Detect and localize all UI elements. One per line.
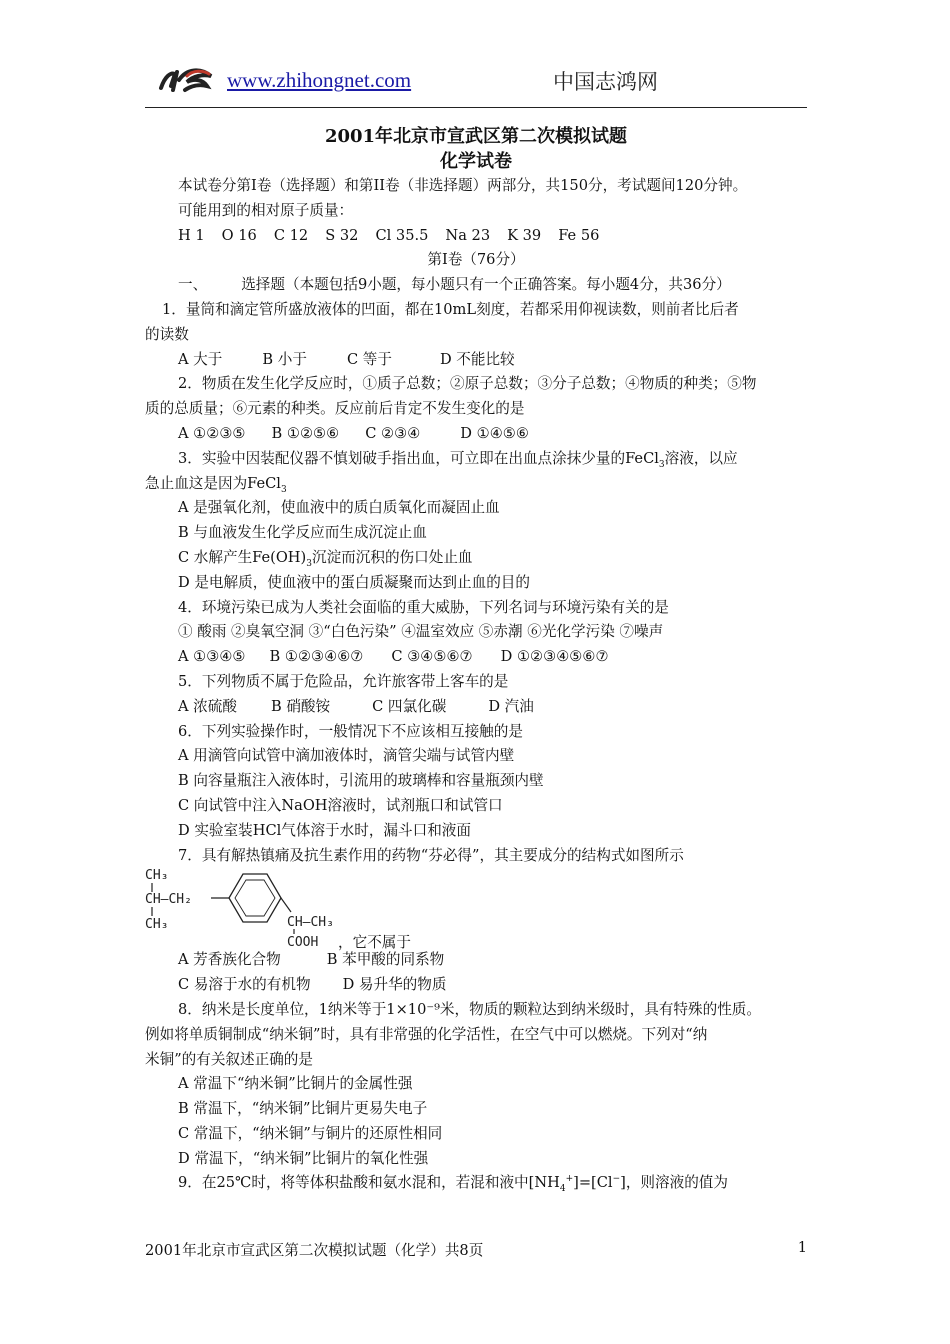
page-number: 1 xyxy=(797,1239,807,1256)
question-1: 1．量筒和滴定管所盛放液体的凹面，都在10mL刻度，若都采用仰视读数，则前者比后者 xyxy=(162,300,739,318)
question-2: 2．物质在发生化学反应时，①质子总数；②原子总数；③分子总数；④物质的种类；⑤物 xyxy=(178,375,757,393)
benzene-ring-shape xyxy=(229,874,281,922)
question-3-option-c: C 水解产生$Fe(OH)_3$沉淀而沉积的伤口处止血 xyxy=(178,548,473,569)
atomic-mass-label: 可能用到的相对原子质量： xyxy=(178,201,354,219)
site-name: 中国志鸿网 xyxy=(553,70,658,94)
question-6-option-b: B 向容量瓶注入液体时，引流用的玻璃棒和容量瓶颈内壁 xyxy=(178,772,544,790)
exam-intro: 本试卷分第I卷（选择题）和第II卷（非选择题）两部分，共150分，考试题间120分钟。 xyxy=(178,177,748,194)
struct-label-ch-ch3: CH—CH₃ xyxy=(287,915,334,931)
question-5-options: A 浓硫酸 B 硝酸铵 C 四氯化碳 D 汽油 xyxy=(178,697,534,715)
exam-body xyxy=(145,124,807,1196)
question-8-option-b: B 常温下，“纳米铜”比铜片更易失电子 xyxy=(178,1100,428,1118)
question-3-option-a: A 是强氧化剂，使血液中的质白质氧化而凝固止血 xyxy=(178,499,500,517)
page-footer xyxy=(145,1239,807,1260)
question-4: 4．环境污染已成为人类社会面临的重大威胁，下列名词与环境污染有关的是 xyxy=(178,598,669,616)
question-6-option-c: C 向试管中注入NaOH溶液时，试剂瓶口和试管口 xyxy=(178,796,503,814)
question-3: 3．实验中因装配仪器不慎划破手指出血，可立即在出血点涂抹少量的FeCl$_3$溶液，以应 xyxy=(178,449,738,470)
question-7-options-cd: C 易溶于水的有机物 D 易升华的物质 xyxy=(178,976,447,994)
question-2-options: A ①②③⑤ B ①②⑤⑥ C ②③④ D ①④⑤⑥ xyxy=(178,424,529,442)
question-1-options: A 大于 B 小于 C 等于 D 不能比较 xyxy=(178,350,515,368)
question-8-option-c: C 常温下，“纳米铜”与铜片的还原性相同 xyxy=(178,1124,443,1142)
ibuprofen-structure-diagram xyxy=(145,868,807,952)
page-header xyxy=(145,64,807,108)
exam-subtitle: 化学试卷 xyxy=(440,151,512,172)
question-6-option-d: D 实验室装HCl气体溶于水时，漏斗口和液面 xyxy=(178,821,471,839)
struct-label-cooh: COOH xyxy=(287,935,319,949)
question-4-items: ① 酸雨 ②臭氧空洞 ③“白色污染” ④温室效应 ⑤赤潮 ⑥光化学污染 ⑦噪声 xyxy=(178,623,664,641)
atomic-mass-list: H 1 O 16 C 12 S 32 Cl 35.5 Na 23 K 39 Fe 56 xyxy=(178,226,600,244)
question-5: 5．下列物质不属于危险品，允许旅客带上客车的是 xyxy=(178,672,509,690)
question-6-option-a: A 用滴管向试管中滴加液体时，滴管尖端与试管内壁 xyxy=(178,747,515,765)
question-3-option-d: D 是电解质，使血液中的蛋白质凝聚而达到止血的目的 xyxy=(178,573,530,591)
question-4-options: A ①③④⑤ B ①②③④⑥⑦ C ③④⑤⑥⑦ D ①②③④⑤⑥⑦ xyxy=(178,648,609,666)
question-8-cont: 例如将单质铜制成“纳米铜”时，具有非常强的化学活性，在空气中可以燃烧。下列对“纳 xyxy=(145,1025,708,1043)
section-one-heading: 一、 选择题（本题包括9小题，每小题只有一个正确答案。每小题4分，共36分） xyxy=(178,276,731,294)
footer-text: 2001年北京市宣武区第二次模拟试题（化学）共8页 xyxy=(145,1242,484,1259)
exam-title: 2001年北京市宣武区第二次模拟试题 xyxy=(324,126,628,147)
question-7-options-ab: A 芳香族化合物 B 苯甲酸的同系物 xyxy=(178,951,445,969)
struct-label-ch-ch2: CH—CH₂ xyxy=(145,892,192,908)
question-9: 9．在25℃时，将等体积盐酸和氨水混和，若混和液中$[NH_4^+]=[Cl^-]$，则溶液的值为 xyxy=(178,1174,728,1195)
question-8-cont2: 米铜”的有关叙述正确的是 xyxy=(145,1050,313,1068)
question-8: 8．纳米是长度单位，1纳米等于1×10⁻⁹米，物质的颗粒达到纳米级时，具有特殊的性质。 xyxy=(178,1000,761,1018)
question-3-option-b: B 与血液发生化学反应而生成沉淀止血 xyxy=(178,524,427,542)
question-6: 6．下列实验操作时，一般情况下不应该相互接触的是 xyxy=(178,722,523,740)
question-2-cont: 质的总质量；⑥元素的种类。反应前后肯定不发生变化的是 xyxy=(145,400,525,418)
part-one-heading: 第I卷（76分） xyxy=(427,251,525,269)
question-3-cont: 急止血这是因为FeCl$_3$ xyxy=(145,474,287,495)
question-7: 7．具有解热镇痛及抗生素作用的药物“芬必得”，其主要成分的结构式如图所示 xyxy=(178,846,684,864)
struct-label-ch3-top: CH₃ xyxy=(145,868,169,884)
structural-formula xyxy=(145,868,355,948)
question-7-tail: ，它不属于 xyxy=(338,934,411,952)
question-8-option-d: D 常温下，“纳米铜”比铜片的氧化性强 xyxy=(178,1149,429,1167)
question-1-cont: 的读数 xyxy=(145,325,189,343)
site-url-link[interactable]: www.zhihongnet.com xyxy=(227,68,412,92)
question-8-option-a: A 常温下“纳米铜”比铜片的金属性强 xyxy=(178,1075,413,1093)
header-divider xyxy=(145,107,807,108)
zhihong-logo-icon xyxy=(157,66,215,98)
struct-label-ch3-bottom: CH₃ xyxy=(145,917,169,933)
